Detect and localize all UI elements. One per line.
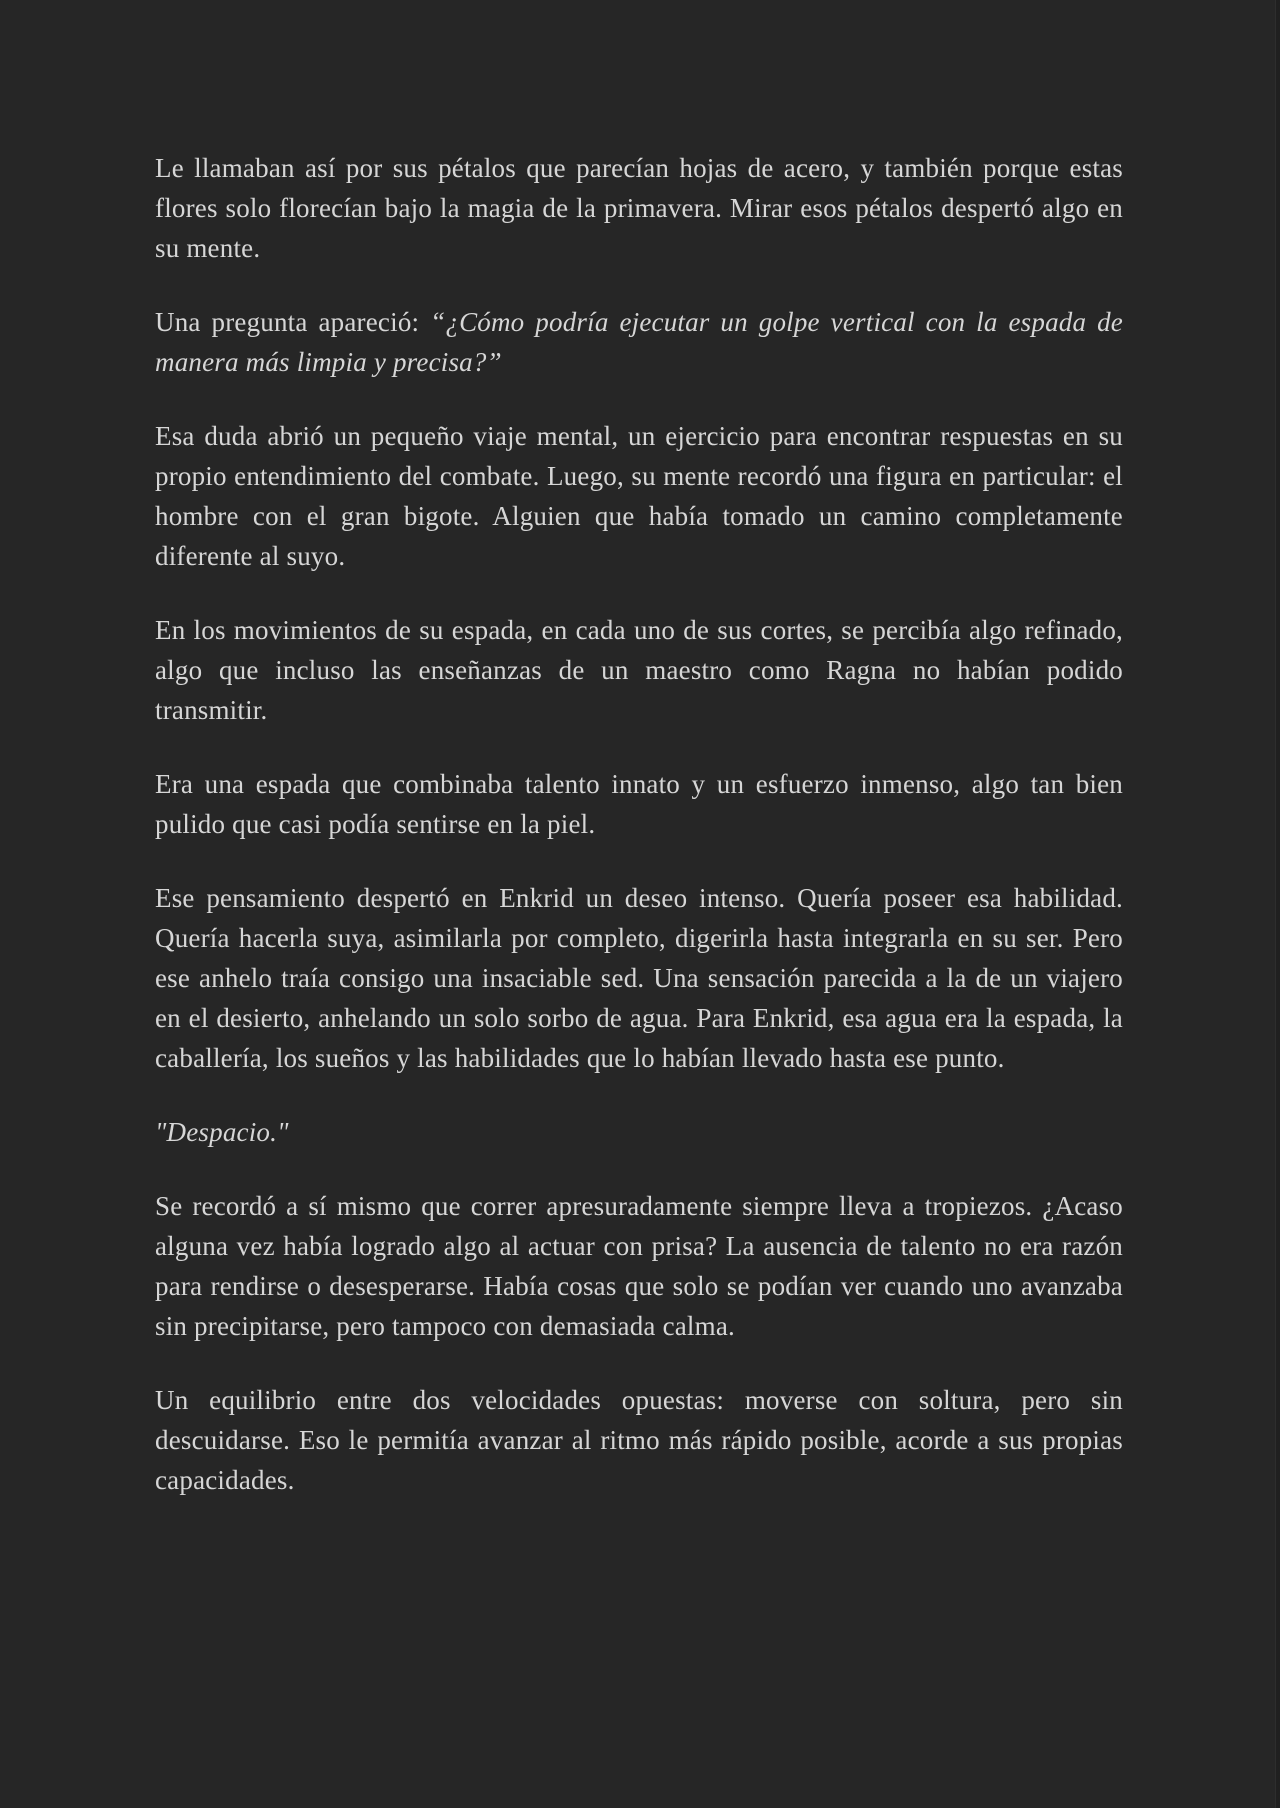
paragraph [155,764,1123,844]
paragraph-segment: Esa duda abrió un pequeño viaje mental, un ejercicio para encontrar respuestas en su propio entendimiento del combate. Luego, su mente recordó una figura en particular: el hombre con el gran bigote. Alguien que había tomado un camino completamente diferente al suyo. [155,421,1123,571]
paragraph-segment: Ese pensamiento despertó en Enkrid un deseo intenso. Quería poseer esa habilidad. Quería hacerla suya, asimilarla por completo, digerirla hasta integrarla en su ser. Pero ese anhelo traía consigo una insaciable sed. Una sensación parecida a la de un viajero en el desierto, anhelando un solo sorbo de agua. Para Enkrid, esa agua era la espada, la caballería, los sueños y las habilidades que lo habían llevado hasta ese punto. [155,883,1123,1073]
paragraph-segment: Un equilibrio entre dos velocidades opuestas: moverse con soltura, pero sin descuidarse. Eso le permitía avanzar al ritmo más rápido posible, acorde a sus propias capacidades. [155,1385,1123,1495]
paragraph [155,302,1123,382]
paragraph-segment: Le llamaban así por sus pétalos que parecían hojas de acero, y también porque estas flores solo florecían bajo la magia de la primavera. Mirar esos pétalos despertó algo en su mente. [155,153,1123,263]
paragraph-segment: Una pregunta apareció: [155,307,431,337]
paragraph [155,148,1123,268]
paragraph-segment: En los movimientos de su espada, en cada uno de sus cortes, se percibía algo refinado, algo que incluso las enseñanzas de un maestro como Ragna no habían podido transmitir. [155,615,1123,725]
paragraph-segment: "Despacio." [155,1117,289,1147]
paragraph [155,416,1123,576]
paragraph-segment: “¿Cómo podría ejecutar un golpe vertical con la espada de manera más limpia y precisa?” [155,307,1123,377]
paragraph [155,1112,1123,1152]
paragraph-segment: Se recordó a sí mismo que correr apresuradamente siempre lleva a tropiezos. ¿Acaso alguna vez había logrado algo al actuar con prisa? La ausencia de talento no era razón para rendirse o desesperarse. Había cosas que solo se podían ver cuando uno avanzaba sin precipitarse, pero tampoco con demasiada calma. [155,1191,1123,1341]
paragraph [155,1186,1123,1346]
paragraph-segment: Era una espada que combinaba talento innato y un esfuerzo inmenso, algo tan bien pulido que casi podía sentirse en la piel. [155,769,1123,839]
paragraph [155,610,1123,730]
scrollbar-track[interactable] [1275,0,1280,1808]
paragraph [155,1380,1123,1500]
chapter-text [155,148,1123,1534]
paragraph [155,878,1123,1078]
